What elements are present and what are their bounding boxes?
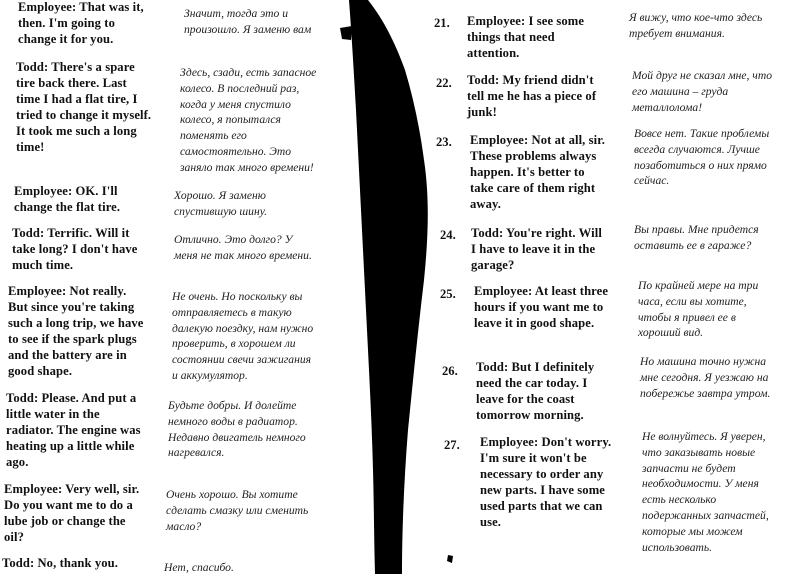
right-en-26: Todd: But I definitely need the car today. I leave for the coast tomorrow morning. [476,360,595,422]
left-en-2: Todd: There's a spare tire back there. Last time I had a flat tire, I tried to change it myself. It took me such a long time! [16,60,152,154]
left-ru-6: Будьте добры. И долейте немного воды в радиатор. Недавно двигатель немного нагревался. [168,399,306,460]
left-ru-5: Не очень. Но поскольку вы отправляетесь в такую далекую поездку, нам нужно проверить, в хорошем ли состоянии свечи зажигания и аккумулятор. [172,290,314,382]
right-num-22: 22. [436,76,452,90]
left-ru-2: Здесь, сзади, есть запасное колесо. В последний раз, когда у меня спустило колесо, я попытался поменять его самостоятельно. Это заняло так много времени! [180,66,317,174]
right-num-23: 23. [436,135,452,149]
right-en-22: Todd: My friend didn't tell me he has a piece of junk! [467,73,597,119]
left-ru-4: Отлично. Это долго? У меня не так много времени. [174,233,312,262]
left-en-8: Todd: No, thank you. [2,556,118,570]
left-ru-8: Нет, спасибо. [164,561,234,574]
torn-gap-shape [349,0,428,574]
right-num-27: 27. [444,438,460,452]
left-ru-7: Очень хорошо. Вы хотите сделать смазку или сменить масло? [166,488,309,533]
right-ru-27: Не волнуйтесь. Я уверен, что заказывать новые запчасти не будет необходимости. У меня есть несколько подержанных запчастей, которые мы можем использовать. [642,430,769,554]
right-ru-24: Вы правы. Мне придется оставить ее в гараже? [634,223,759,252]
right-ru-22: Мой друг не сказал мне, что его машина – груда металлолома! [632,69,773,114]
left-en-6: Todd: Please. And put a little water in the radiator. The engine was heating up a little while ago. [6,391,141,469]
left-en-4: Todd: Terrific. Will it take long? I don't have much time. [12,226,138,272]
right-ru-26: Но машина точно нужна мне сегодня. Я уезжаю на побережье завтра утром. [640,355,771,400]
left-ru-1: Значит, тогда это и произошло. Я заменю вам [184,7,312,36]
left-ru-3: Хорошо. Я заменю спустившую шину. [174,189,268,218]
right-ru-23: Вовсе нет. Такие проблемы всегда случаются. Лучше позаботиться о них прямо сейчас. [634,127,770,188]
right-en-24: Todd: You're right. Will I have to leave it in the garage? [471,226,602,272]
right-en-23: Employee: Not at all, sir. These problems always happen. It's better to take care of them right away. [470,133,606,211]
right-en-27: Employee: Don't worry. I'm sure it won't be necessary to order any new parts. I have some used parts that we can use. [480,435,612,529]
right-en-21: Employee: I see some things that need attention. [467,14,585,60]
torn-gap-notch [340,26,352,40]
right-num-25: 25. [440,287,456,301]
right-en-25: Employee: At least three hours if you want me to leave it in good shape. [474,284,609,330]
scan-speck [447,555,453,563]
left-en-7: Employee: Very well, sir. Do you want me to do a lube job or change the oil? [4,482,140,544]
left-en-3: Employee: OK. I'll change the flat tire. [14,184,121,214]
right-num-21: 21. [434,16,450,30]
left-en-1: Employee: That was it, then. I'm going to change it for you. [18,0,144,46]
right-ru-25: По крайней мере на три часа, если вы хотите, чтобы я привел ее в хороший вид. [638,279,759,340]
left-en-5: Employee: Not really. But since you're taking such a long trip, we have to see if the spark plugs and the battery are in good shape. [8,284,144,378]
right-num-26: 26. [442,364,458,378]
right-num-24: 24. [440,228,456,242]
right-ru-21: Я вижу, что кое-что здесь требует внимания. [629,11,763,40]
